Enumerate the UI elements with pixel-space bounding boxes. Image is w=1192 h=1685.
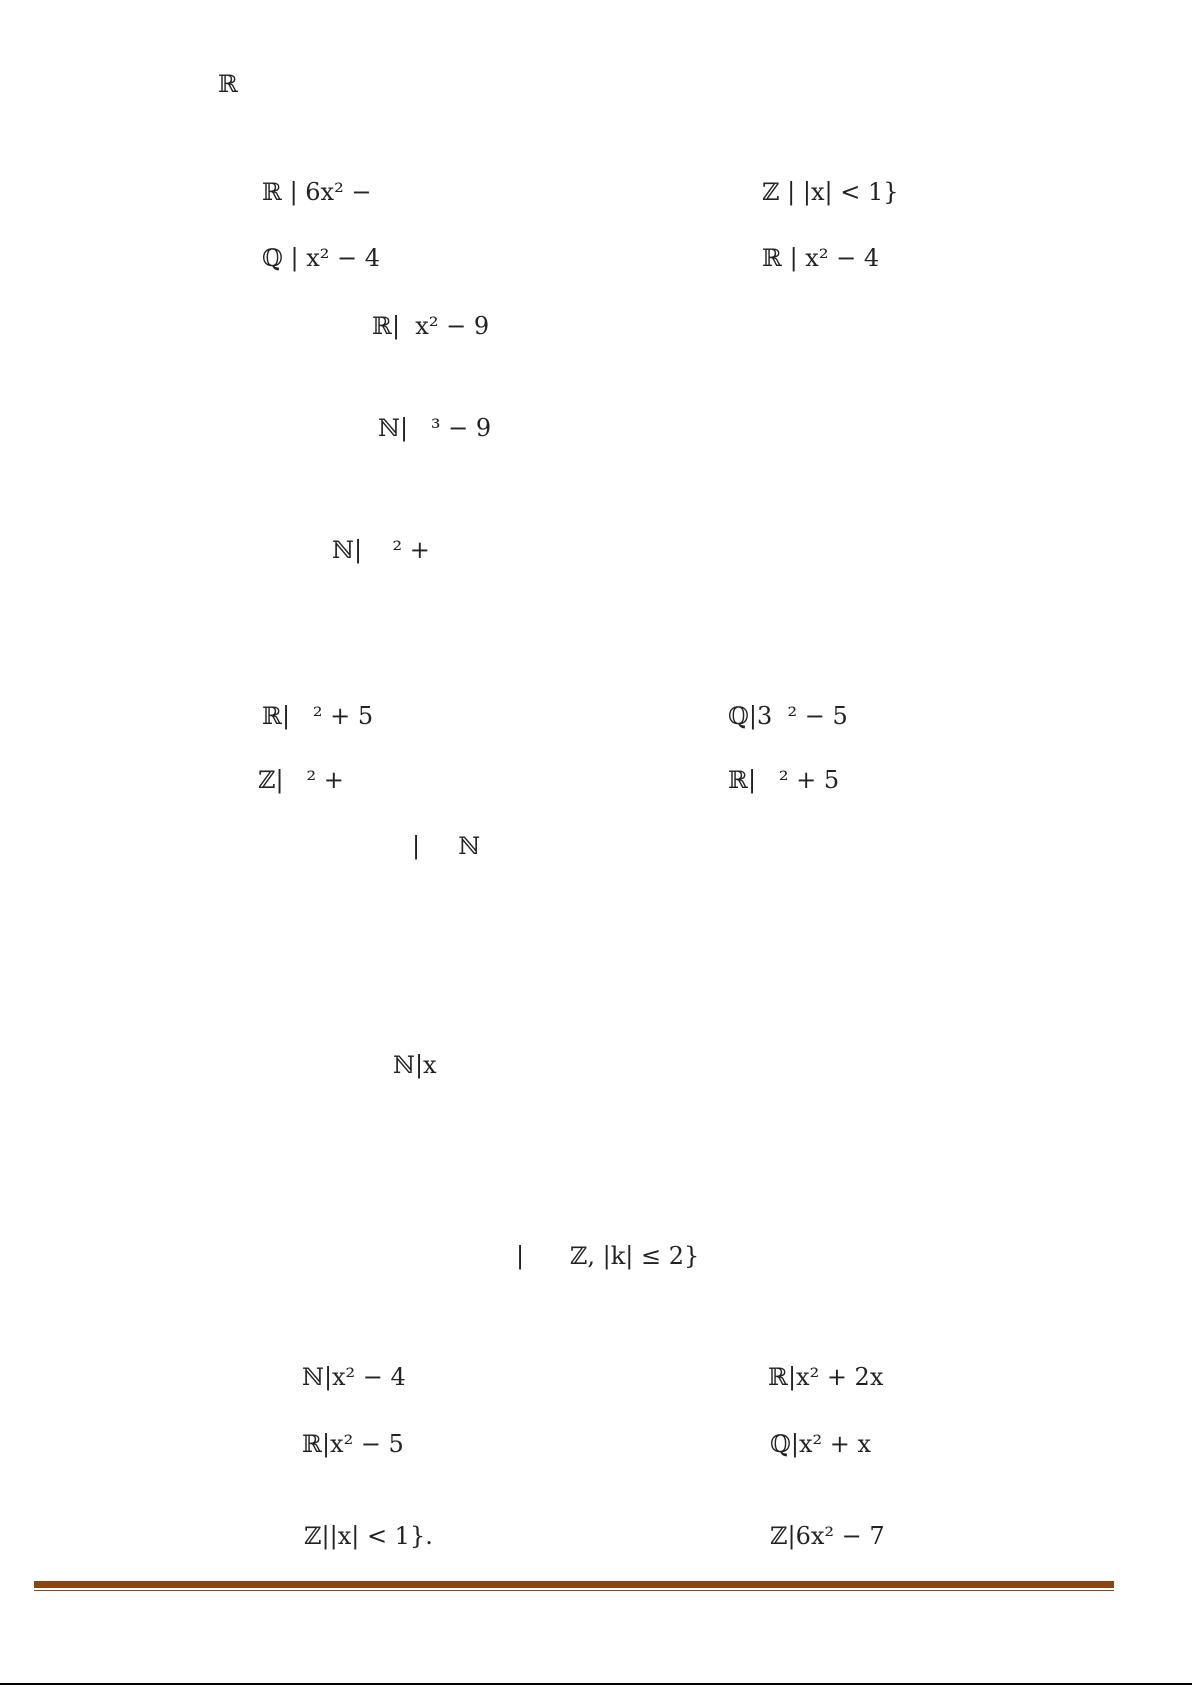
- math-fragment-15: | ℤ, |k| ≤ 2}: [516, 1242, 700, 1270]
- math-fragment-3: ℤ | |x| < 1}: [762, 178, 899, 206]
- math-fragment-18: ℝ|x² − 5: [302, 1430, 404, 1458]
- math-fragment-9: ℝ| ² + 5: [262, 702, 374, 730]
- math-fragment-12: ℝ| ² + 5: [728, 766, 840, 794]
- math-fragment-10: ℚ|3 ² − 5: [728, 702, 848, 730]
- footer-bar: [34, 1581, 1114, 1588]
- math-fragment-14: ℕ|x: [393, 1051, 437, 1079]
- math-fragment-19: ℚ|x² + x: [770, 1430, 872, 1458]
- math-fragment-6: ℝ| x² − 9: [372, 312, 490, 340]
- math-fragment-5: ℝ | x² − 4: [762, 244, 880, 272]
- math-fragment-8: ℕ| ² +: [332, 536, 430, 564]
- math-fragment-11: ℤ| ² +: [258, 766, 344, 794]
- math-fragment-4: ℚ | x² − 4: [262, 244, 381, 272]
- math-fragment-20: ℤ||x| < 1}.: [304, 1522, 433, 1550]
- math-fragment-21: ℤ|6x² − 7: [770, 1522, 885, 1550]
- math-fragment-16: ℕ|x² − 4: [302, 1363, 406, 1391]
- math-fragment-17: ℝ|x² + 2x: [768, 1363, 884, 1391]
- math-fragment-13: | ℕ: [412, 832, 481, 860]
- math-fragment-2: ℝ | 6x² −: [262, 178, 372, 206]
- math-fragment-7: ℕ| ³ − 9: [378, 414, 492, 442]
- footer-bar-thin-line: [34, 1590, 1114, 1591]
- math-fragment-1: ℝ: [218, 70, 238, 98]
